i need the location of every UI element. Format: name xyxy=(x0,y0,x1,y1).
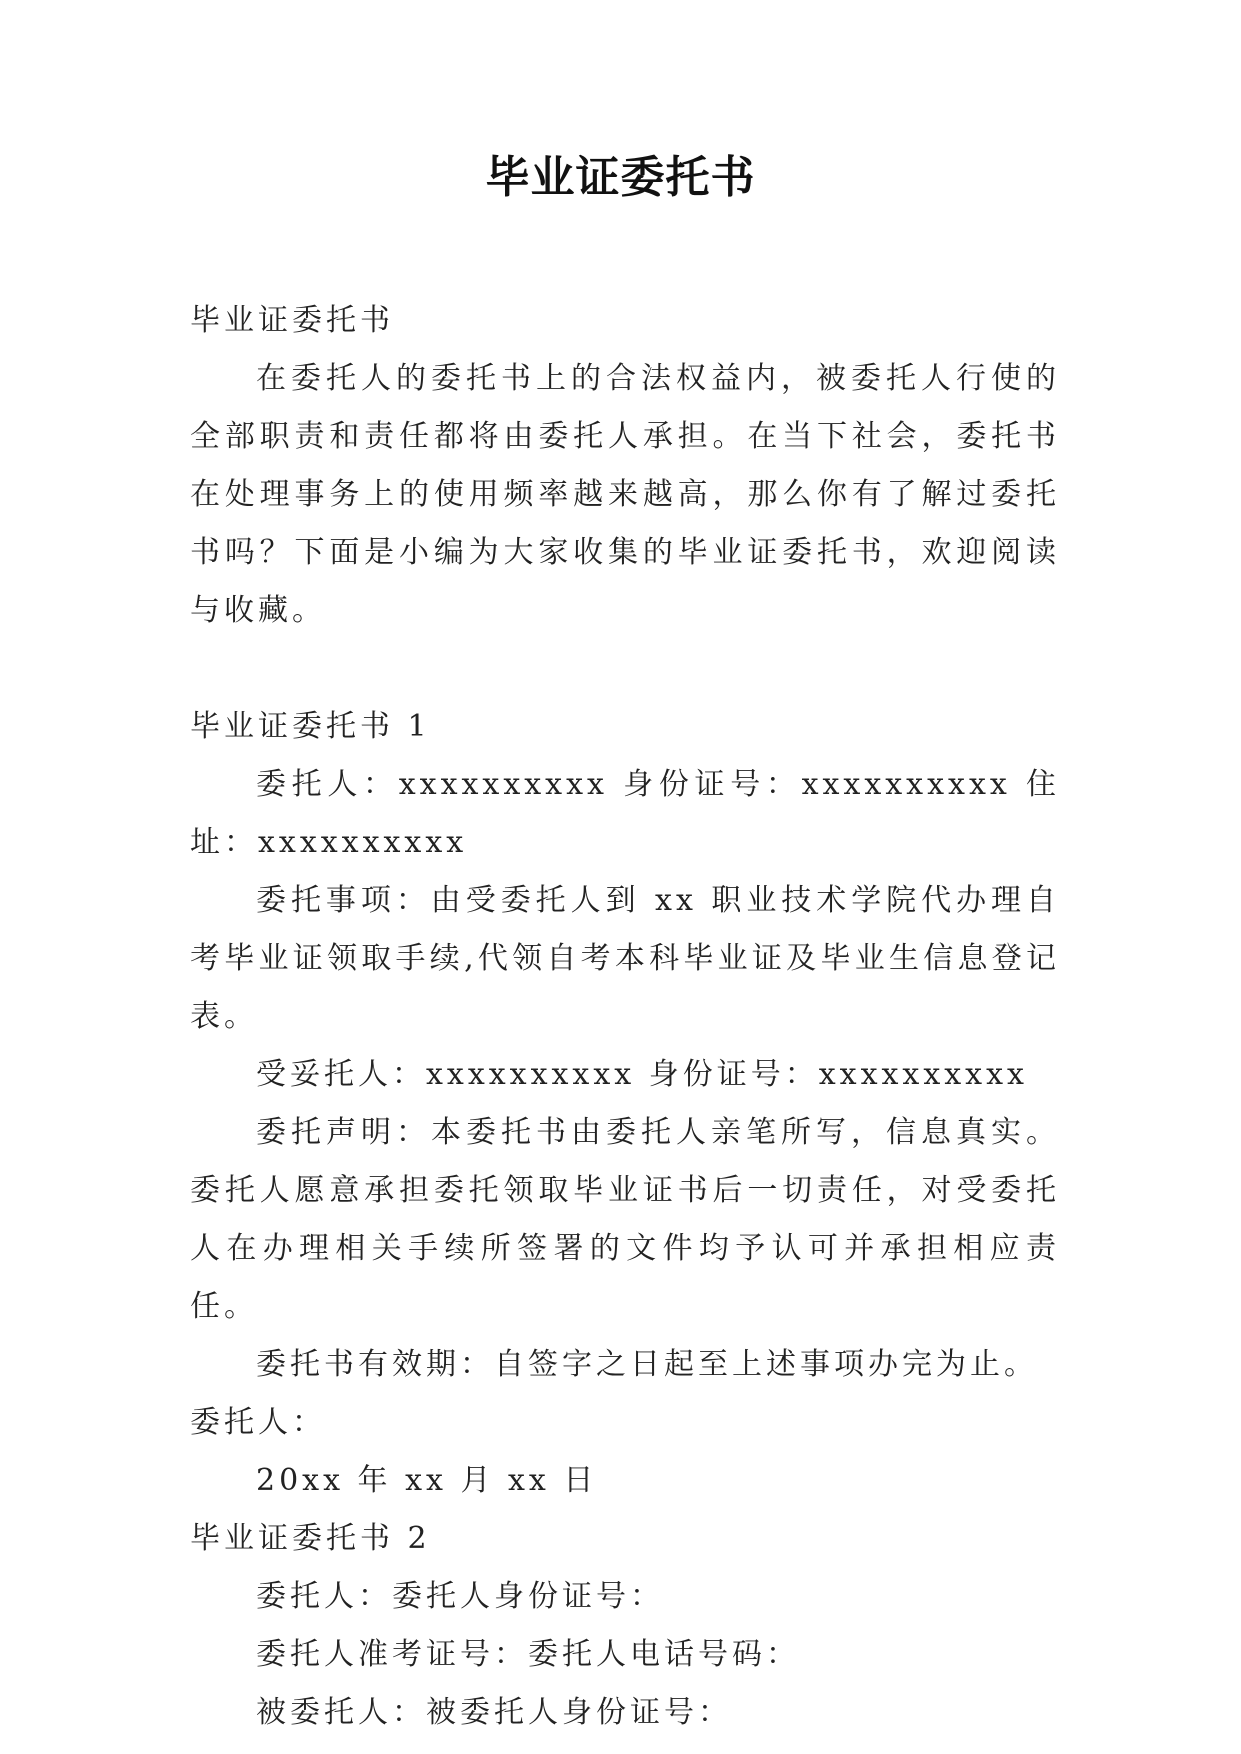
document-body xyxy=(190,292,1060,1742)
section-heading: 毕业证委托书 xyxy=(190,303,394,338)
document-title: 毕业证委托书 xyxy=(485,152,756,203)
form-field-principal-id: 委托人：委托人身份证号： xyxy=(256,1579,664,1614)
delegated-matters: 委托事项：由受委托人到 xx 职业技术学院代办理自考毕业证领取手续,代领自考本科毕业证及毕业生信息登记表。 xyxy=(190,883,1060,1034)
validity-period: 委托书有效期：自签字之日起至上述事项办完为止。 xyxy=(256,1347,1038,1382)
date-line: 20xx 年 xx 月 xx 日 xyxy=(256,1463,598,1498)
section-heading-1: 毕业证委托书 1 xyxy=(190,709,431,744)
delegation-statement: 委托声明：本委托书由委托人亲笔所写，信息真实。委托人愿意承担委托领取毕业证书后一切责任，对受委托人在办理相关手续所签署的文件均予认可并承担相应责任。 xyxy=(190,1115,1060,1324)
form-field-agent-id: 被委托人：被委托人身份证号： xyxy=(256,1695,732,1730)
section-heading-2: 毕业证委托书 2 xyxy=(190,1521,431,1556)
intro-paragraph: 在委托人的委托书上的合法权益内，被委托人行使的全部职责和责任都将由委托人承担。在当下社会，委托书在处理事务上的使用频率越来越高，那么你有了解过委托书吗？下面是小编为大家收集的毕业证委托书，欢迎阅读与收藏。 xyxy=(190,361,1060,628)
form-field-exam-phone: 委托人准考证号：委托人电话号码： xyxy=(256,1637,800,1672)
principal-info: 委托人：xxxxxxxxxx 身份证号：xxxxxxxxxx 住址：xxxxxxxxxx xyxy=(190,767,1060,860)
agent-info: 受妥托人：xxxxxxxxxx 身份证号：xxxxxxxxxx xyxy=(256,1057,1028,1092)
signature-line: 委托人： xyxy=(190,1405,326,1440)
